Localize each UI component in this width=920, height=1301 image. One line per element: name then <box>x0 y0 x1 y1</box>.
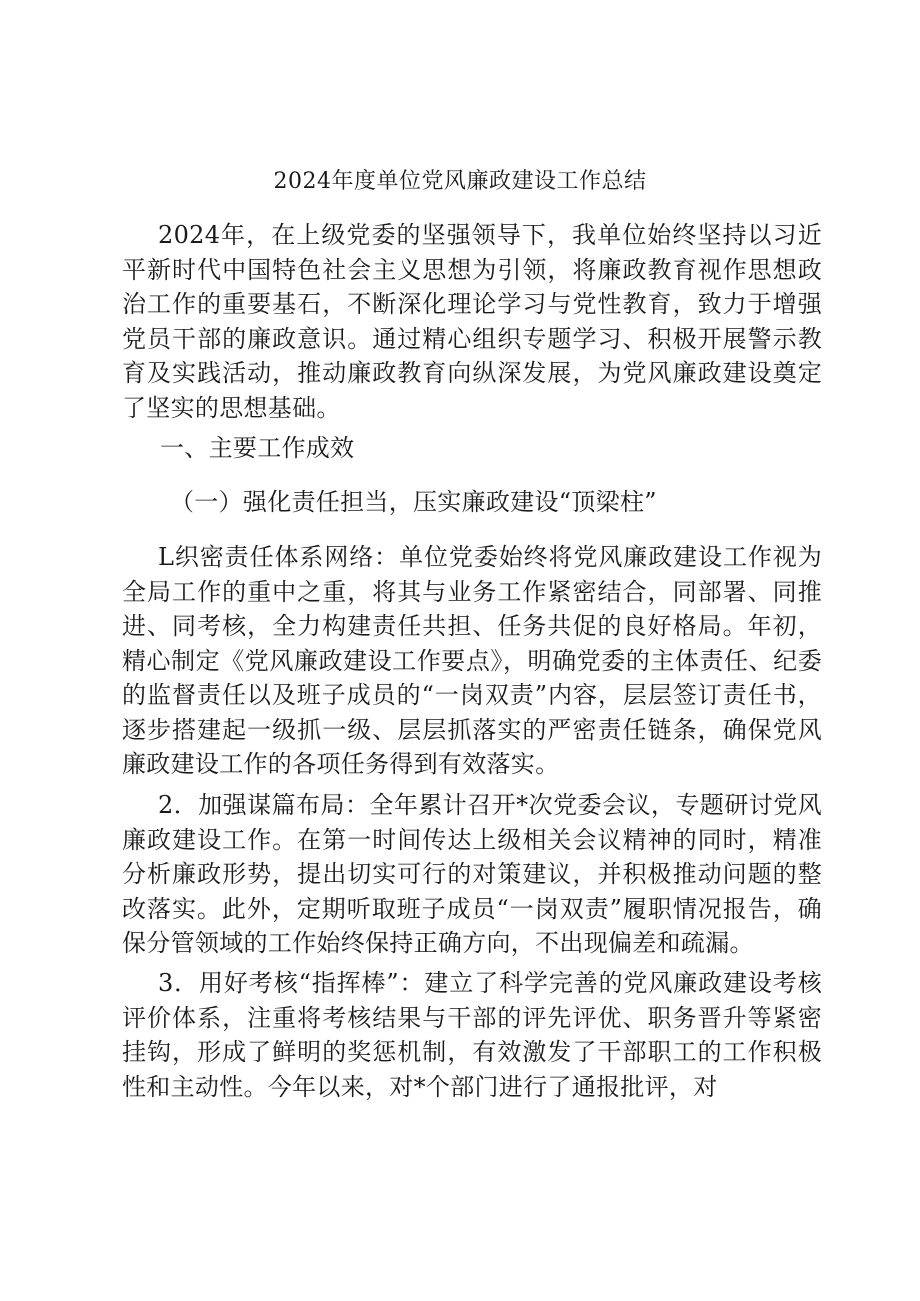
item-paragraph-3: 3．用好考核“指挥棒”：建立了科学完善的党风廉政建设考核评价体系，注重将考核结果与干部的评先评优、职务晋升等紧密挂钩，形成了鲜明的奖惩机制，有效激发了干部职工的工作积极性和主动性。今年以来，对*个部门进行了通报批评，对 <box>122 969 822 1101</box>
intro-paragraph: 2024年，在上级党委的坚强领导下，我单位始终坚持以习近平新时代中国特色社会主义思想为引领，将廉政教育视作思想政治工作的重要基石，不断深化理论学习与党性教育，致力于增强党员干部的廉政意识。通过精心组织专题学习、积极开展警示教育及实践活动，推动廉政教育向纵深发展，为党风廉政建设奠定了坚实的思想基础。 <box>122 221 822 422</box>
subsection-heading-responsibility: （一）强化责任担当，压实廉政建设“顶梁柱” <box>170 488 657 516</box>
document-title: 2024年度单位党风廉政建设工作总结 <box>273 169 647 194</box>
item-paragraph-2: 2．加强谋篇布局：全年累计召开*次党委会议，专题研讨党风廉政建设工作。在第一时间传达上级相关会议精神的同时，精准分析廉政形势，提出切实可行的对策建议，并积极推动问题的整改落实。此外，定期听取班子成员“一岗双责”履职情况报告，确保分管领域的工作始终保持正确方向，不出现偏差和疏漏。 <box>122 791 822 957</box>
item-paragraph-1: L织密责任体系网络：单位党委始终将党风廉政建设工作视为全局工作的重中之重，将其与业务工作紧密结合，同部署、同推进、同考核，全力构建责任共担、任务共促的良好格局。年初，精心制定《党风廉政建设工作要点》，明确党委的主体责任、纪委的监督责任以及班子成员的“一岗双责”内容，层层签订责任书，逐步搭建起一级抓一级、层层抓落实的严密责任链条，确保党风廉政建设工作的各项任务得到有效落实。 <box>122 543 822 778</box>
section-heading-main-achievements: 一、主要工作成效 <box>160 434 355 462</box>
